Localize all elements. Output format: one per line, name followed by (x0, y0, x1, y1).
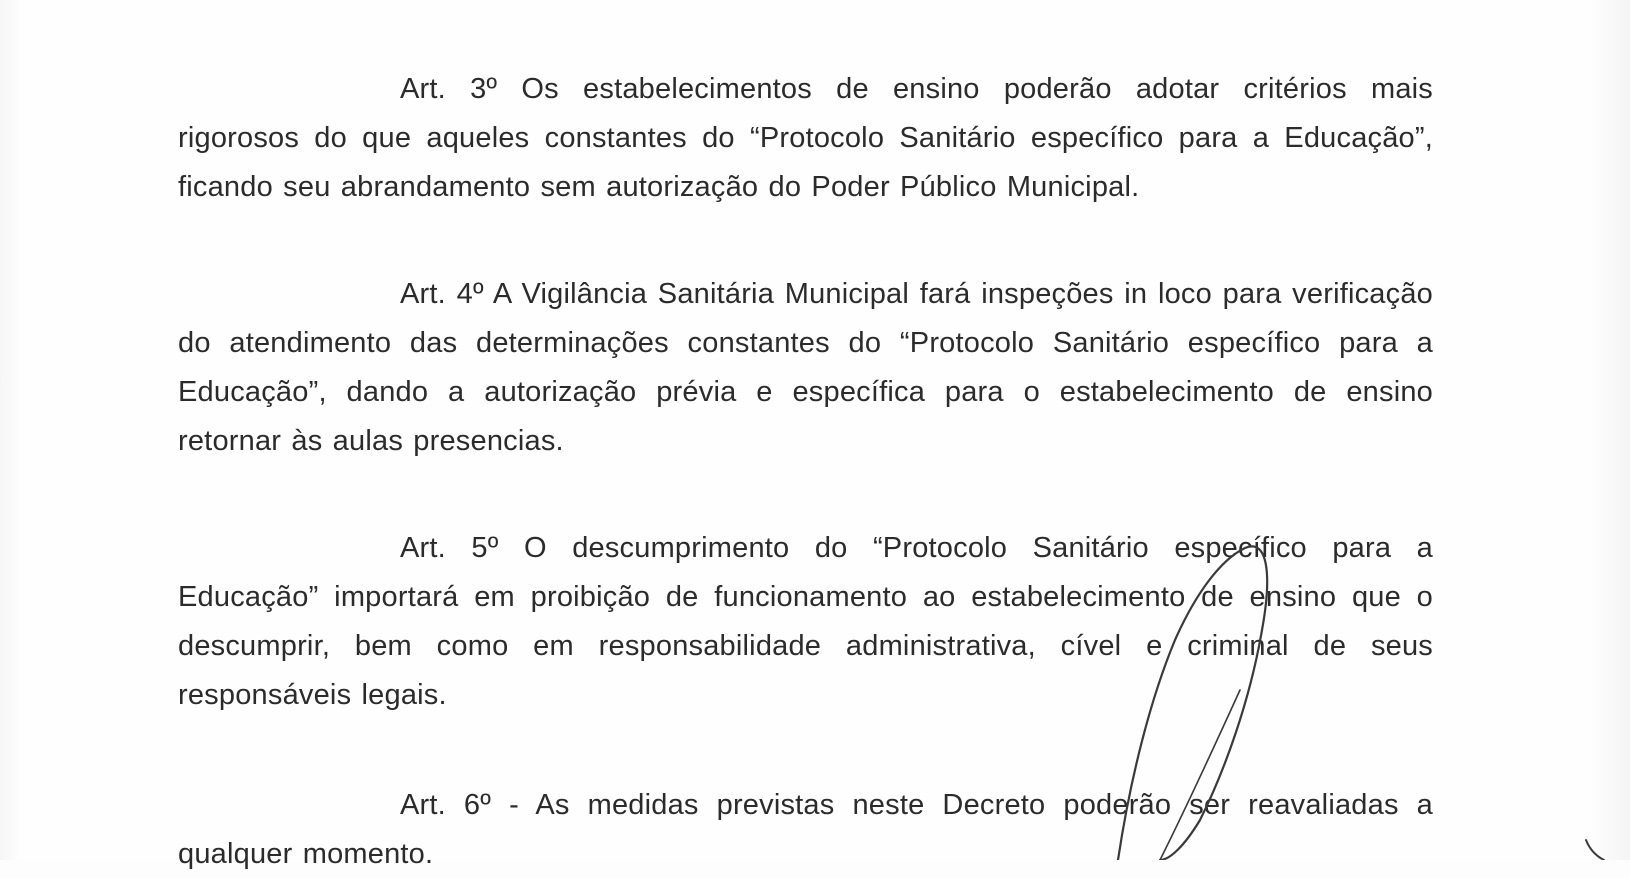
article-4: Art. 4º A Vigilância Sanitária Municipal fará inspeções in loco para verificação do atendimento das determinações constantes do “Protocolo Sanitário específico para a Educação”, dando a autorização prévia e específica para o estabelecimento de ensino retornar às aulas presencias. (178, 278, 1433, 457)
article-3: Art. 3º Os estabelecimentos de ensino poderão adotar critérios mais rigorosos do que aqueles constantes do “Protocolo Sanitário específico para a Educação”, ficando seu abrandamento sem autorização do Poder Público Municipal. (178, 73, 1433, 203)
article-5: Art. 5º O descumprimento do “Protocolo Sanitário específico para a Educação” importará em proibição de funcionamento ao estabelecimento de ensino que o descumprir, bem como em responsabilidade administrativa, cível e criminal de seus responsáveis legais. (178, 532, 1433, 711)
article-6: Art. 6º - As medidas previstas neste Decreto poderão ser reavaliadas a qualquer momento. (178, 789, 1433, 870)
